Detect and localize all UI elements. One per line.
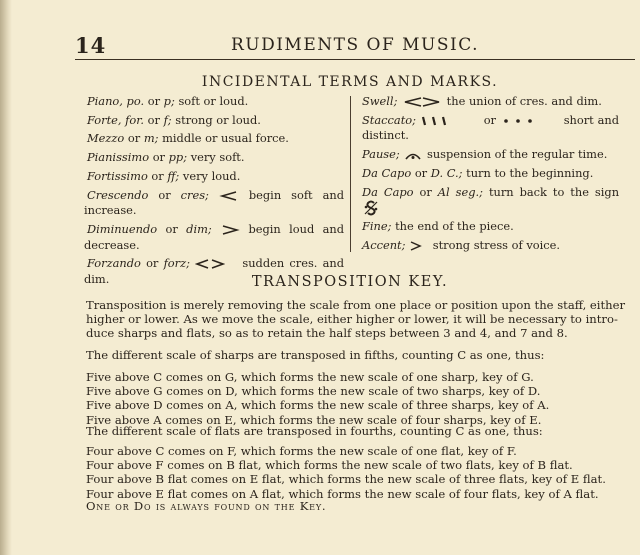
term-mezzo: Mezzo or m; middle or usual force. xyxy=(87,131,289,146)
swell-mark-icon xyxy=(401,97,443,107)
sharps-line: Five above A comes on E, which forms the new scale of four sharps, key of E. xyxy=(86,412,542,427)
forzando-mark-icon xyxy=(195,259,237,269)
term-pause: Pause; suspension of the regular time. xyxy=(362,147,608,162)
flats-intro: The different scale of flats are transposed in fourths, counting C as one, thus: xyxy=(86,424,543,438)
term-fortissimo: Fortissimo or ff; very loud. xyxy=(87,168,241,183)
transposition-paragraph xyxy=(86,298,626,341)
flats-line: Four above E flat comes on A flat, which forms the new scale of four flats, key of A flat. xyxy=(86,486,599,501)
term-da-capo: Da Capo or D. C.; turn to the beginning. xyxy=(362,165,594,180)
terms-right-column xyxy=(362,94,619,257)
binding-gutter xyxy=(0,0,12,555)
sharps-line: Five above C comes on G, which forms the new scale of one sharp, key of G. xyxy=(86,370,534,384)
paragraph-line: higher or lower. As we move the scale, either higher or lower, it will be necessary to intro- xyxy=(86,312,618,327)
term-al-segno: Da Capo or Al seg.; turn back to the sign xyxy=(362,185,619,217)
running-title: RUDIMENTS OF MUSIC. xyxy=(230,35,480,55)
term-forzando: Forzando or forz; sudden cres. and dim. xyxy=(84,256,345,287)
column-divider xyxy=(350,96,351,252)
sharps-intro: The different scale of sharps are transposed in fifths, counting C as one, thus: xyxy=(86,348,545,362)
term-piano: Piano, po. or p; soft or loud. xyxy=(87,94,249,108)
term-swell: Swell; the union of cres. and dim. xyxy=(362,94,602,108)
term-accent: Accent; strong stress of voice. xyxy=(362,237,561,252)
flats-line: Four above F comes on B flat, which forms the new scale of two flats, key of B flat. xyxy=(86,458,573,473)
staccato-dots-icon xyxy=(500,116,560,126)
transposition-key-title: TRANSPOSITION KEY. xyxy=(251,274,449,290)
paragraph-line: duce sharps and flats, so as to retain the half steps between 3 and 4, and 7 and 8. xyxy=(86,326,568,341)
sharps-line: Five above G comes on D, which forms the new scale of two sharps, key of D. xyxy=(86,384,541,399)
sharps-list xyxy=(86,370,549,427)
term-crescendo: Crescendo or cres; begin soft and increase. xyxy=(84,187,345,218)
segno-icon xyxy=(362,200,380,216)
flats-list xyxy=(86,444,606,501)
fermata-icon xyxy=(403,150,423,160)
term-forte: Forte, for. or f; strong or loud. xyxy=(87,112,261,127)
incidental-terms-title: INCIDENTAL TERMS AND MARKS. xyxy=(201,74,499,90)
closing-note: One or Do is always found on the Key. xyxy=(86,499,327,513)
page-number: 14 xyxy=(75,33,107,58)
accent-mark-icon xyxy=(409,241,429,251)
flats-line: Four above B flat comes on E flat, which forms the new scale of three flats, key of E flat. xyxy=(86,472,606,487)
term-staccato: Staccato; or short and distinct. xyxy=(362,112,620,143)
term-fine: Fine; the end of the piece. xyxy=(362,219,514,234)
term-pianissimo: Pianissimo or pp; very soft. xyxy=(87,150,245,165)
term-diminuendo: Diminuendo or dim; begin loud and decrease. xyxy=(84,221,345,252)
diminuendo-mark-icon xyxy=(220,225,240,235)
staccato-mark-icon xyxy=(420,116,480,126)
flats-line: Four above C comes on F, which forms the new scale of one flat, key of F. xyxy=(86,444,517,458)
header-rule xyxy=(75,59,635,60)
sharps-line: Five above D comes on A, which forms the new scale of three sharps, key of A. xyxy=(86,398,550,413)
crescendo-mark-icon xyxy=(219,191,239,201)
terms-left-column xyxy=(84,94,344,291)
paragraph-line: Transposition is merely removing the scale from one place or position upon the staff, either xyxy=(86,298,626,312)
